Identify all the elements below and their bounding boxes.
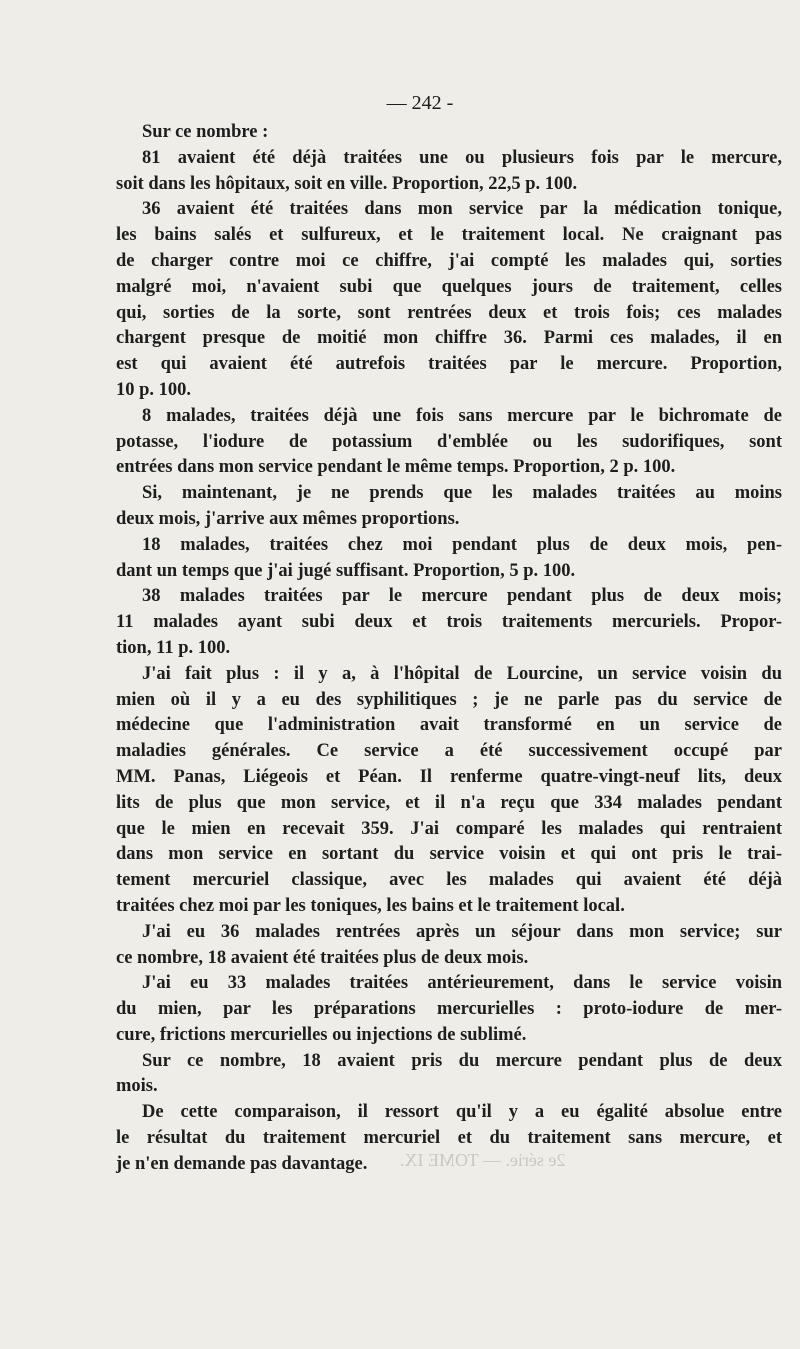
text-line: 36 avaient été traitées dans mon service par la médication tonique, xyxy=(142,199,782,220)
body-text xyxy=(116,120,782,1178)
paragraph xyxy=(116,971,782,1048)
text-line: 18 malades, traitées chez moi pendant plus de deux mois, pen- xyxy=(142,534,782,555)
text-line: tement mercuriel classique, avec les malades qui avaient été déjà xyxy=(116,870,782,891)
text-line: je n'en demande pas davantage. xyxy=(116,1153,368,1174)
text-line: Si, maintenant, je ne prends que les malades traitées au moins xyxy=(142,483,782,504)
paragraph xyxy=(116,920,782,972)
text-line: de charger contre moi ce chiffre, j'ai compté les malades qui, sorties xyxy=(116,250,782,271)
text-line: mois. xyxy=(116,1076,158,1097)
paragraph xyxy=(116,481,782,533)
text-line: traitées chez moi par les toniques, les bains et le traitement local. xyxy=(116,895,625,916)
text-line: 11 malades ayant subi deux et trois traitements mercuriels. Propor- xyxy=(116,612,782,633)
text-line: J'ai fait plus : il y a, à l'hôpital de Lourcine, un service voisin du xyxy=(142,663,782,684)
text-line: mien où il y a eu des syphilitiques ; je ne parle pas du service de xyxy=(116,689,782,710)
text-line: 10 p. 100. xyxy=(116,379,192,400)
text-line: potasse, l'iodure de potassium d'emblée ou les sudorifiques, sont xyxy=(116,431,782,452)
bleed-through-text: 2e série. — TOME IX. xyxy=(400,1150,566,1170)
text-line: Sur ce nombre, 18 avaient pris du mercure pendant plus de deux xyxy=(142,1050,782,1071)
text-line: dant un temps que j'ai jugé suffisant. Proportion, 5 p. 100. xyxy=(116,560,576,581)
paragraph xyxy=(116,533,782,585)
text-line: ce nombre, 18 avaient été traitées plus de deux mois. xyxy=(116,947,529,968)
text-line: les bains salés et sulfureux, et le traitement local. Ne craignant pas xyxy=(116,225,782,246)
text-line: malgré moi, n'avaient subi que quelques jours de traitement, celles xyxy=(116,276,782,297)
text-line: que le mien en recevait 359. J'ai comparé les malades qui rentraient xyxy=(116,818,782,839)
text-line: lits de plus que mon service, et il n'a reçu que 334 malades pendant xyxy=(116,792,782,813)
text-line: entrées dans mon service pendant le même temps. Proportion, 2 p. 100. xyxy=(116,457,676,478)
paragraph xyxy=(116,146,782,198)
text-line: J'ai eu 36 malades rentrées après un séjour dans mon service; sur xyxy=(142,921,782,942)
text-line: le résultat du traitement mercuriel et du traitement sans mercure, et xyxy=(116,1128,782,1149)
text-line: deux mois, j'arrive aux mêmes proportions. xyxy=(116,508,460,529)
paragraph xyxy=(116,1100,782,1177)
text-line: 8 malades, traitées déjà une fois sans mercure par le bichromate de xyxy=(142,405,782,426)
text-line: cure, frictions mercurielles ou injections de sublimé. xyxy=(116,1024,527,1045)
text-line: tion, 11 p. 100. xyxy=(116,637,231,658)
text-line: qui, sorties de la sorte, sont rentrées deux et trois fois; ces malades xyxy=(116,302,782,323)
page-number: — 242 - xyxy=(386,92,454,114)
paragraph xyxy=(116,197,782,403)
paragraph xyxy=(116,404,782,481)
paragraph xyxy=(116,120,782,146)
text-line: chargent presque de moitié mon chiffre 36. Parmi ces malades, il en xyxy=(116,328,782,349)
text-line: De cette comparaison, il ressort qu'il y a eu égalité absolue entre xyxy=(142,1102,782,1123)
text-line: médecine que l'administration avait transformé en un service de xyxy=(116,715,782,736)
text-line: J'ai eu 33 malades traitées antérieurement, dans le service voisin xyxy=(142,973,782,994)
text-line: 81 avaient été déjà traitées une ou plusieurs fois par le mercure, xyxy=(142,147,782,168)
text-line: dans mon service en sortant du service voisin et qui ont pris le trai- xyxy=(116,844,782,865)
text-line: Sur ce nombre : xyxy=(142,122,269,142)
paragraph xyxy=(116,1049,782,1101)
text-line: du mien, par les préparations mercurielles : proto-iodure de mer- xyxy=(116,999,782,1020)
text-line: est qui avaient été autrefois traitées par le mercure. Proportion, xyxy=(116,354,782,375)
paragraph xyxy=(116,662,782,920)
text-line: soit dans les hôpitaux, soit en ville. Proportion, 22,5 p. 100. xyxy=(116,173,578,194)
text-line: 38 malades traitées par le mercure pendant plus de deux mois; xyxy=(142,586,782,607)
paragraph xyxy=(116,584,782,661)
text-line: maladies générales. Ce service a été successivement occupé par xyxy=(116,741,782,762)
text-line: MM. Panas, Liégeois et Péan. Il renferme quatre-vingt-neuf lits, deux xyxy=(116,766,782,787)
